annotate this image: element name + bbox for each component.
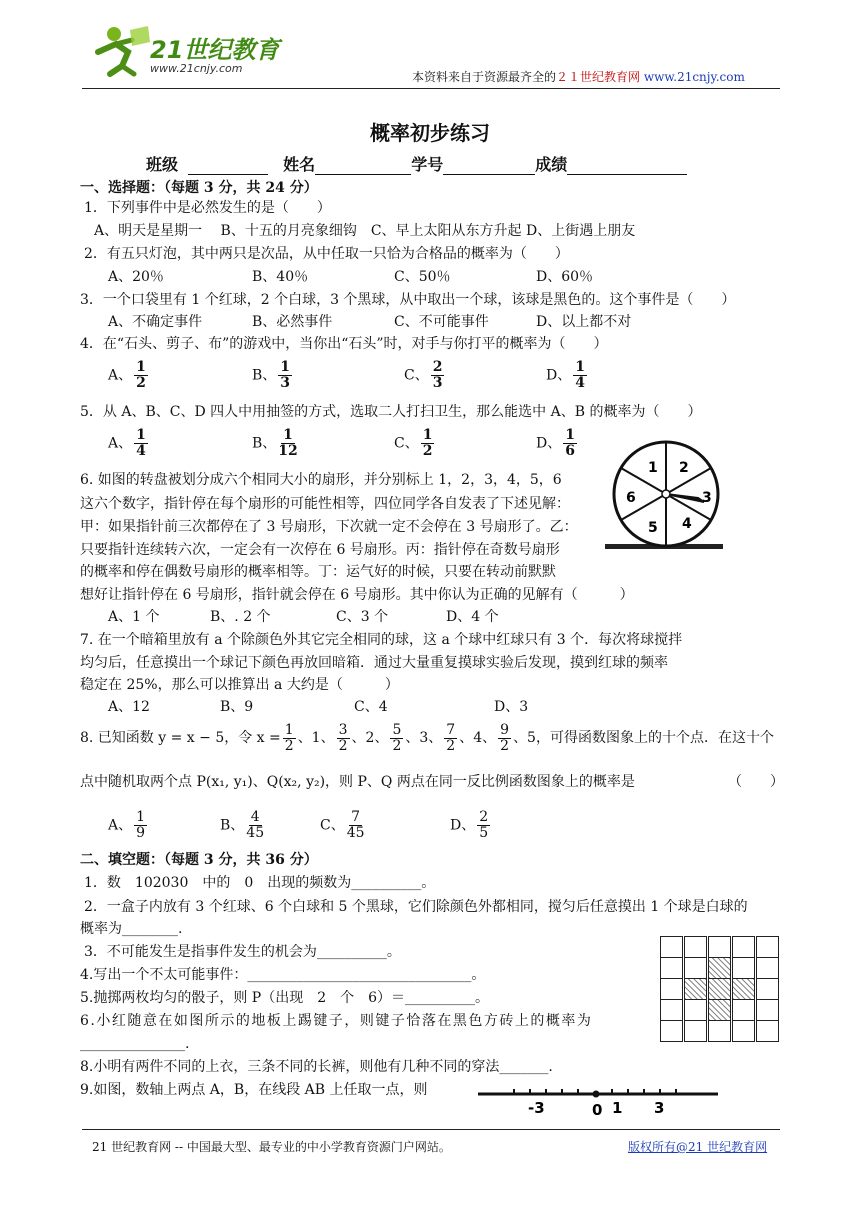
q7-option-c: C、4 — [354, 699, 388, 715]
q1-stem: 1．下列事件中是必然发生的是（ ） — [84, 200, 331, 216]
q5-option-b: B、 $\frac{1}{12}$ — [252, 427, 298, 459]
white-tile — [732, 936, 755, 958]
q5-stem: 5．从 A、B、C、D 四人中用抽签的方式，选取二人打扫卫生，那么能选中 A、B 的概率为（ ） — [80, 404, 702, 420]
white-tile — [684, 1020, 707, 1042]
q3-option-a: A、不确定事件 — [108, 314, 203, 330]
black-tile — [708, 957, 731, 979]
black-tile — [684, 978, 707, 1000]
spinner-figure — [604, 440, 734, 554]
q4-option-a: A、 $\frac{1}{2}$ — [108, 359, 146, 391]
number-line-label: 0 — [592, 1101, 603, 1119]
q1-options: A、明天是星期一 B、十五的月亮象细钩 C、早上太阳从东方升起 D、上街遇上朋友 — [94, 223, 636, 239]
q7-line: 稳定在 25%，那么可以推算出 a 大约是（ ） — [80, 677, 399, 693]
white-tile — [732, 999, 755, 1021]
footer-left: 21 世纪教育网 -- 中国最大型、最专业的中小学教育资源门户网站。 — [92, 1140, 451, 1154]
q6-line: 6. 如图的转盘被划分成六个相同大小的扇形，并分别标上 1，2，3，4，5，6 — [80, 472, 562, 488]
spinner-label: 5 — [648, 520, 658, 536]
header-prefix: 本资料来自于资源最齐全的 — [412, 70, 557, 84]
q4-option-d: D、 $\frac{1}{4}$ — [546, 359, 585, 391]
q3-option-d: D、以上都不对 — [536, 314, 632, 330]
fill-q3: 3．不可能发生是指事件发生的机会为__________。 — [84, 944, 401, 960]
q2-option-d: D、60％ — [536, 269, 594, 285]
id-label: 学号 — [411, 155, 444, 174]
name-label: 姓名 — [283, 155, 316, 174]
floor-tile-grid — [660, 936, 780, 1040]
white-tile — [684, 936, 707, 958]
white-tile — [660, 978, 683, 1000]
white-tile — [684, 957, 707, 979]
page-title: 概率初步练习 — [370, 121, 490, 145]
white-tile — [684, 999, 707, 1021]
q6-line: 只要指针连续转六次，一定会有一次停在 6 号扇形。丙：指针停在奇数号扇形 — [80, 542, 560, 558]
q2-option-b: B、40％ — [252, 269, 309, 285]
q4-option-b: B、 $\frac{1}{3}$ — [252, 359, 291, 391]
id-field[interactable] — [443, 158, 535, 175]
fill-q8: 8.小明有两件不同的上衣，三条不同的长裤，则他有几种不同的穿法_______. — [80, 1059, 553, 1075]
class-label: 班级 — [146, 155, 179, 174]
q2-stem: 2．有五只灯泡，其中两只是次品，从中任取一只恰为合格品的概率为（ ） — [84, 246, 569, 262]
fill-q6-line1: 6.小红随意在如图所示的地板上踢键子，则键子恰落在黑色方砖上的概率为 — [80, 1013, 593, 1029]
section1-heading: 一、选择题：（每题 3 分，共 24 分） — [80, 180, 318, 196]
q5-option-d: D、 $\frac{1}{6}$ — [536, 427, 575, 459]
white-tile — [732, 1020, 755, 1042]
student-info-row — [146, 152, 687, 175]
header-brand: ２１世纪教育网 — [556, 70, 641, 84]
white-tile — [756, 957, 779, 979]
q7-option-d: D、3 — [494, 699, 529, 715]
black-tile — [708, 978, 731, 1000]
spinner-wheel — [604, 440, 734, 554]
q8-option-a: A、 $\frac{1}{9}$ — [108, 809, 146, 841]
q7-option-a: A、12 — [108, 699, 150, 715]
footer-copyright-link[interactable]: 版权所有@21 世纪教育网 — [628, 1140, 768, 1154]
spinner-label: 1 — [648, 460, 658, 476]
number-line-label: -3 — [528, 1099, 545, 1117]
fill-q5: 5.抛掷两枚均匀的骰子，则 P（出现 2 个 6）＝__________。 — [80, 990, 490, 1006]
number-line-label: 1 — [612, 1099, 623, 1117]
q6-line: 这六个数字，指针停在每个扇形的可能性相等，四位同学各自发表了下述见解： — [80, 496, 570, 512]
black-tile — [732, 978, 755, 1000]
q4-stem: 4．在“石头、剪子、布”的游戏中，当你出“石头”时，对手与你打平的概率为（ ） — [80, 336, 608, 352]
fill-q2-line1: 2．一盒子内放有 3 个红球、6 个白球和 5 个黑球，它们除颜色外都相同，搅匀后任意摸出 1 个球是白球的 — [84, 899, 748, 915]
q8-intro: 8. 已知函数 y = x − 5，令 x = — [80, 730, 281, 746]
white-tile — [732, 957, 755, 979]
fill-q1: 1．数 102030 中的 0 出现的频数为__________。 — [84, 875, 436, 891]
number-line-svg — [474, 1080, 724, 1120]
black-tile — [708, 999, 731, 1021]
score-label: 成绩 — [535, 155, 568, 174]
number-line — [474, 1080, 724, 1120]
section2-heading: 二、填空题：（每题 3 分，共 36 分） — [80, 852, 318, 868]
q5-option-c: C、 $\frac{1}{2}$ — [394, 427, 433, 459]
white-tile — [756, 936, 779, 958]
q2-option-a: A、20％ — [108, 269, 164, 285]
white-tile — [708, 936, 731, 958]
fill-q2-line2: 概率为________. — [80, 921, 183, 937]
footer-divider — [82, 1129, 780, 1130]
white-tile — [660, 1020, 683, 1042]
class-field[interactable] — [188, 158, 268, 175]
white-tile — [756, 978, 779, 1000]
white-tile — [708, 1020, 731, 1042]
fill-q6-line2: _______________. — [80, 1036, 190, 1052]
q6-line: 的概率和停在偶数号扇形的概率相等。丁：运气好的时候，只要在转动前默默 — [80, 564, 556, 580]
spinner-label: 4 — [682, 516, 692, 532]
number-line-label: 3 — [654, 1099, 665, 1117]
q3-option-b: B、必然事件 — [252, 314, 333, 330]
q8-line2: 点中随机取两个点 P(x₁, y₁)、Q(x₂, y₂)，则 P、Q 两点在同一反比例函数图象上的概率是 — [80, 774, 635, 790]
q8-paren: （ ） — [728, 774, 784, 790]
name-field[interactable] — [315, 158, 411, 175]
q6-option-b: B、. 2 个 — [210, 609, 271, 625]
q8-line1: 8. 已知函数 y = x − 5，令 x = $\frac{1}{2}$ 、1、 $\frac{3}{2}$ 、2、 $\frac{5}{2}$ 、3、 $\frac{7}{2}$ 、4、 $\frac{9}{2}$ 、5，可得函数图象上的十个点．在这十个 — [80, 721, 774, 754]
fill-q9: 9.如图，数轴上两点 A，B，在线段 AB 上任取一点，则 — [80, 1082, 428, 1098]
logo-url: www.21cnjy.com — [150, 62, 243, 75]
header-divider — [82, 88, 780, 89]
q8-option-b: B、 $\frac{4}{45}$ — [220, 809, 265, 841]
spinner-label: 2 — [679, 460, 689, 476]
header-url-link[interactable]: www.21cnjy.com — [643, 70, 745, 84]
q7-line: 7. 在一个暗箱里放有 a 个除颜色外其它完全相同的球，这 a 个球中红球只有 3 个．每次将球搅拌 — [80, 632, 683, 648]
q6-line: 甲：如果指针前三次都停在了 3 号扇形，下次就一定不会停在 3 号扇形了。乙： — [80, 519, 578, 535]
white-tile — [756, 999, 779, 1021]
white-tile — [756, 1020, 779, 1042]
spinner-label: 6 — [626, 490, 636, 506]
fill-q4: 4.写出一个不太可能事件：________________________________。 — [80, 967, 486, 983]
q8-option-c: C、 $\frac{7}{45}$ — [320, 809, 365, 841]
q8-option-d: D、 $\frac{2}{5}$ — [450, 809, 489, 841]
q6-option-d: D、4 个 — [446, 609, 499, 625]
q7-option-b: B、9 — [220, 699, 254, 715]
q6-option-a: A、1 个 — [108, 609, 160, 625]
white-tile — [660, 999, 683, 1021]
header-source-note — [412, 68, 745, 85]
score-field[interactable] — [567, 158, 687, 175]
logo-text: 21世纪教育 — [150, 36, 280, 64]
q3-stem: 3．一个口袋里有 1 个红球，2 个白球，3 个黑球，从中取出一个球，该球是黑色的。这个事件是（ ） — [80, 292, 736, 308]
q2-option-c: C、50％ — [394, 269, 451, 285]
q7-line: 均匀后，任意摸出一个球记下颜色再放回暗箱．通过大量重复摸球实验后发现，摸到红球的频率 — [80, 655, 668, 671]
q6-line: 想好让指针停在 6 号扇形，指针就会停在 6 号扇形。其中你认为正确的见解有（ ） — [80, 587, 634, 603]
white-tile — [660, 936, 683, 958]
spinner-label: 3 — [702, 490, 712, 506]
q6-option-c: C、3 个 — [336, 609, 389, 625]
q5-option-a: A、 $\frac{1}{4}$ — [108, 427, 146, 459]
q4-option-c: C、 $\frac{2}{3}$ — [404, 359, 443, 391]
white-tile — [660, 957, 683, 979]
q3-option-c: C、不可能事件 — [394, 314, 489, 330]
